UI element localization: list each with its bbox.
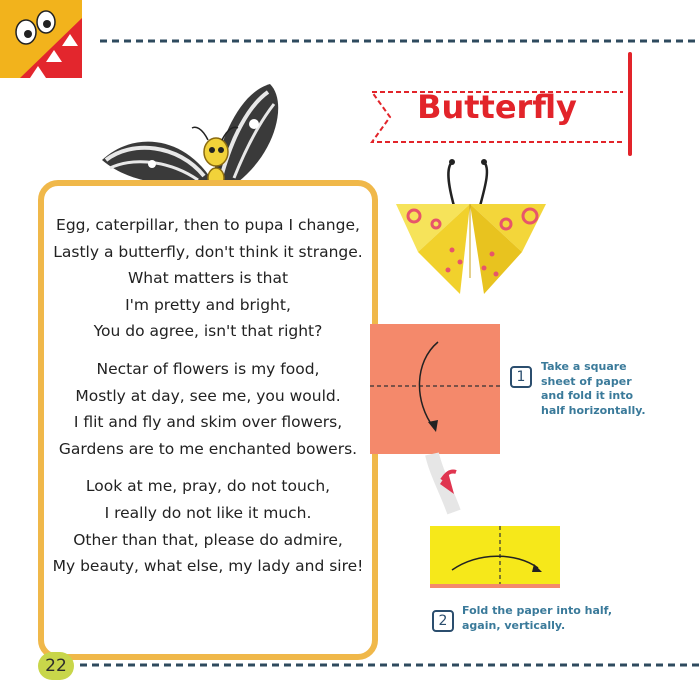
step-line: half horizontally. (541, 403, 646, 417)
poem-line: Lastly a butterfly, don't think it strange. (53, 242, 363, 261)
poem-stanza (40, 356, 376, 462)
step-2-instruction (462, 604, 612, 633)
step-2-diagram (430, 524, 560, 590)
poem-line: What matters is that (127, 269, 289, 288)
poem-line: My beauty, what else, my lady and sire! (52, 557, 364, 576)
step-line: Take a square (541, 360, 627, 373)
step-line: and fold it into (541, 389, 634, 402)
poem-line: Gardens are to me enchanted bowers. (58, 439, 358, 458)
step-line: again, vertically. (462, 618, 566, 632)
poem-stanza (40, 212, 376, 345)
poem-line: Look at me, pray, do not touch, (85, 477, 331, 496)
poem-line: I'm pretty and bright, (125, 295, 291, 314)
step-1-instruction (541, 360, 646, 418)
step-1-badge: 1 (510, 366, 532, 388)
step-1-diagram (370, 322, 500, 522)
step-2-badge: 2 (432, 610, 454, 632)
poem-line: Mostly at day, see me, you would. (75, 386, 341, 405)
poem-line: I flit and fly and skim over flowers, (73, 413, 343, 432)
poem-line: Egg, caterpillar, then to pupa I change, (56, 216, 360, 234)
poem-line: Other than that, please do admire, (73, 530, 343, 549)
poem-stanza (40, 473, 376, 579)
bottom-stitch-border (0, 658, 700, 672)
origami-butterfly-illustration (392, 158, 550, 298)
page-number: 22 (38, 652, 74, 680)
page-title: Butterfly (417, 88, 577, 126)
flag-pole (628, 52, 632, 156)
poem-line: I really do not like it much. (104, 503, 312, 522)
poem (40, 212, 376, 591)
poem-line: You do agree, isn't that right? (93, 322, 323, 341)
butterfly-illustration (92, 82, 302, 192)
step-line: sheet of paper (541, 374, 632, 388)
step-line: Fold the paper into half, (462, 604, 612, 617)
poem-line: Nectar of flowers is my food, (96, 359, 320, 378)
